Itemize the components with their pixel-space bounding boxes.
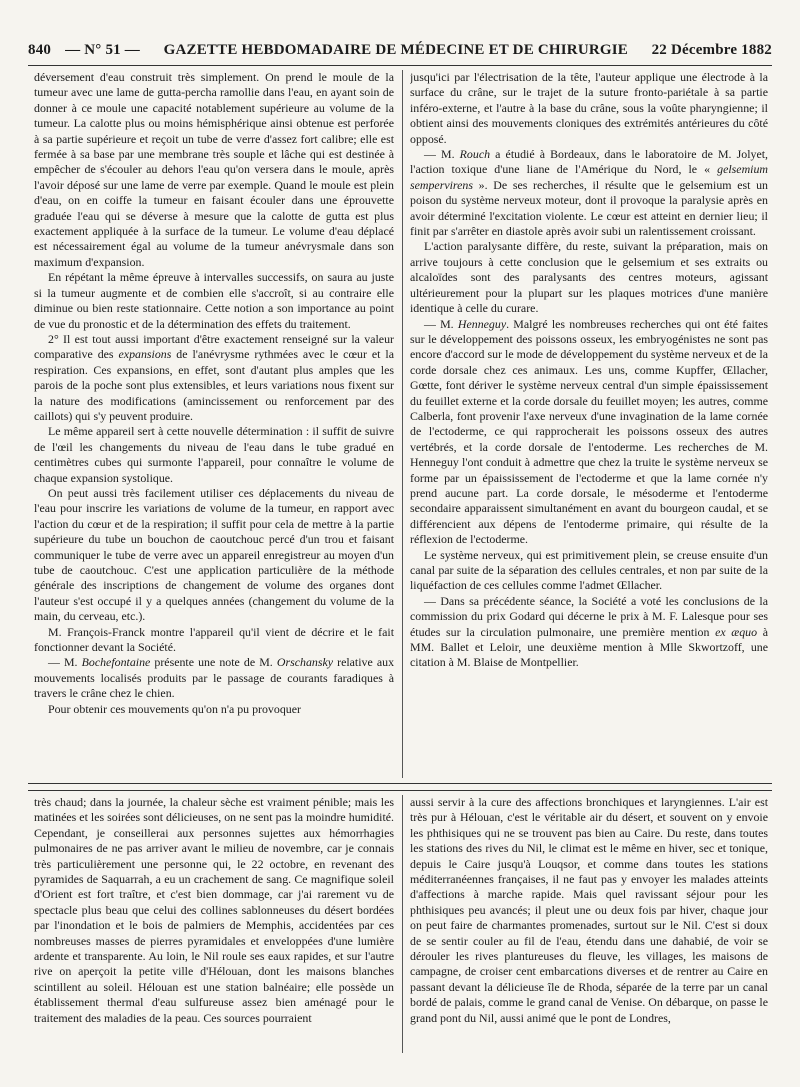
paragraph: 2° Il est tout aussi important d'être exactement renseigné sur la valeur comparative des expansions de l'anévrysme rythmées avec le cœur et la respiration. Ces expansions, en effet, sont d'autant plus amples que les parois de la poche sont plus extensibles, et leurs variations nous fixent sur la nature des modifications (amincissement ou renforcement par des caillots) qui s'y peuvent produire. xyxy=(34,331,394,423)
journal-title: GAZETTE HEBDOMADAIRE DE MÉDECINE ET DE CHIRURGIE xyxy=(163,42,628,58)
column-top-right xyxy=(410,70,768,780)
author-name: Bochefontaine xyxy=(81,655,151,670)
column-divider xyxy=(402,70,403,778)
paragraph: Le même appareil sert à cette nouvelle détermination : il suffit de suivre de l'œil les changements du niveau de l'eau dans le tube gradué en centimètres cubes qui surmonte l'appareil, pour connaître le volume de chaque expansion systolique. xyxy=(34,424,394,485)
paragraph: aussi servir à la cure des affections bronchiques et laryngiennes. L'air est très pur à Hélouan, c'est le véritable air du désert, et souvent on y envoie les phthisiques qui ne se trouvent pas bien au Caire. Du reste, dans toutes les stations des rives du Nil, le climat est le même en hiver, sec et tonique, depuis le Caire jusqu'à Louqsor, et comme dans toutes les stations méditerranéennes françaises, il ne faut pas y envoyer les malades atteints d'affections à marche rapide. Mais quel ravissant séjour pour les phthisiques peu avancés; il pleut une ou deux fois par hiver, chaque jour on peut faire de charmantes promenades, surtout sur le Nil. C'est si doux de se sentir couler au fil de l'eau, étendu dans une dahabié, de voir se dérouler les rives plantureuses du fleuve, les villages, les maisons de campagne, de croiser cent embarcations diverses et de rentrer au Caire en passant devant la délicieuse île de Rhoda, séparée de la terre par un canal bordé de palais, comme le grand canal de Venise. On débarque, on passe le grand pont du Nil, aussi animé que le pont de Londres, xyxy=(410,795,768,1025)
issue-number: — N° 51 — xyxy=(65,42,140,58)
author-name: Rouch xyxy=(459,147,491,162)
column-top-left xyxy=(34,70,394,780)
running-header xyxy=(28,42,772,62)
paragraph: On peut aussi très facilement utiliser ces déplacements du niveau de l'eau pour inscrire les variations de volume de la tumeur, en rapport avec l'action du cœur et de la respiration; il suffit pour cela de mettre à la partie supérieure du tube un bouchon de caoutchouc percé d'un trou et faisant communiquer le tube de verre avec un appareil enregistreur au moyen d'un tube de caoutchouc. C'est une application particulière de la méthode générale des inscriptions de changement de volume des organes dont l'auteur s'est occupé il y a quelques années (changement du volume de la main, du cerveau, etc.). xyxy=(34,485,394,624)
column-divider xyxy=(402,795,403,1053)
page-number: 840 xyxy=(28,42,52,58)
emphasis: gelsemium sempervirens xyxy=(410,162,768,192)
column-bottom-left xyxy=(34,795,394,1055)
paragraph: L'action paralysante diffère, du reste, suivant la préparation, mais on arrive toujours à cette conclusion que le gelsemium et ses extraits ou alcaloïdes sont des paralysants des centres moteurs, agissant ultérieurement pour la plupart sur les plaques motrices d'une manière identique à celle du curare. xyxy=(410,239,768,316)
paragraph: — M. Henneguy. Malgré les nombreuses recherches qui ont été faites sur le développement des poissons osseux, les embryogénistes ne sont pas encore d'accord sur le mode de développement du système nerveux et de la corde dorsale chez ces animaux. Les uns, comme Kupffer, Œllacher, Gœtte, font dériver le système nerveux central d'un simple épaississement du feuillet externe et la corde dorsale du feuillet moyen; les autres, comme Calberla, font provenir l'axe nerveux d'une invagination de la lame cornée de l'ectoderme, ce qui rapprocherait les poissons osseux des autres vertébrés, et la corde dorsale de l'entoderme. Les recherches de M. Henneguy l'ont conduit à admettre que chez la truite le système nerveux se forme par un épaississement de l'ectoderme et que la lame cornée n'y prend aucune part. La corde dorsale, le mésoderme et l'entoderme secondaire apparaissent simultanément en avant du bourgeon caudal, et se différencient aux dépens de l'entoderme primaire, qui résulte de la réflexion de l'ectoderme. xyxy=(410,316,768,547)
issue-date: 22 Décembre 1882 xyxy=(651,42,772,58)
paragraph: déversement d'eau construit très simplement. On prend le moule de la tumeur avec une lame de gutta-percha ramollie dans l'eau, en ayant soin de donner à ce moule une capacité notablement supérieure au volume de la tumeur. La calotte plus ou moins hémisphérique ainsi obtenue est perforée à sa partie supérieure et reçoit un tube de verre d'assez fort calibre; elle est fermée à sa base par une membrane très souple et lâche qui est destinée à empêcher de s'écouler au dehors l'eau qu'on versera dans le moule, après l'avoir déposé sur une lame de verre par exemple. Quand le moule est plein d'eau, on en coiffe la tumeur en faisant écouler dans une éprouvette graduée l'eau qui se déverse à mesure que la calotte de gutta est plus exactement appliquée à la surface de la tumeur. Le volume d'eau déplacé est nécessairement égal au volume de la tumeur anévrysmale dans son maximum d'expansion. xyxy=(34,70,394,269)
header-rule xyxy=(28,65,772,66)
paragraph: M. François-Franck montre l'appareil qu'il vient de décrire et le fait fonctionner devant la Société. xyxy=(34,624,394,655)
author-name: Henneguy xyxy=(457,316,507,331)
paragraph: très chaud; dans la journée, la chaleur sèche est vraiment pénible; mais les matinées et les soirées sont délicieuses, on ne sent pas la moindre humidité. Cependant, je conseillerai aux personnes sujettes aux hémorrhagies pulmonaires de ne pas arriver avant le milieu de novembre, car je connais très particulièrement une personne qui, le 22 octobre, en revenant des pyramides de Saquarrah, a eu un crachement de sang. Ce magnifique soleil d'Orient est fort traître, et c'est bien dommage, car j'ai rarement vu de spectacle plus beau que celui des collines sablonneuses du désert bordées par l'inondation et le bois de palmiers de Memphis, accidentées par ces nombreuses masses de pierres pyramidales et enveloppées d'une lumière ardente et transparente. Au loin, le Nil roule ses eaux rapides, et sur l'autre rive on aperçoit la petite ville d'Hélouan, dont les maisons blanches scintillent au soleil. Hélouan est une station balnéaire; elle possède un établissement thermal d'eau sulfureuse assez bien aménagé pour le traitement des maladies de la peau. Ces sources pourraient xyxy=(34,795,394,1025)
section-rule xyxy=(28,783,772,784)
author-name: Orschansky xyxy=(276,655,334,670)
emphasis: expansions xyxy=(118,347,172,362)
paragraph: Pour obtenir ces mouvements qu'on n'a pu provoquer xyxy=(48,701,301,716)
paragraph: — Dans sa précédente séance, la Société a voté les conclusions de la commission du prix Godard qui décerne le prix à M. F. Lalesque pour ses études sur la circulation pulmonaire, une première mention ex æquo à MM. Ballet et Leloir, une deuxième mention à Mlle Skwortzoff, une citation à M. Blaise de Montpellier. xyxy=(410,593,768,670)
section-rule xyxy=(28,790,772,791)
header-left xyxy=(28,42,140,59)
paragraph: jusqu'ici par l'électrisation de la tête, l'auteur applique une électrode à la surface du crâne, sur le trajet de la suture fronto-pariétale à sa partie inféro-externe, et l'autre à la base du crâne, sous la voûte pharyngienne; il obtient ainsi des mouvements cloniques des extrémités antérieures du côté opposé. xyxy=(410,70,768,146)
column-bottom-right xyxy=(410,795,768,1055)
paragraph: Le système nerveux, qui est primitivement plein, se creuse ensuite d'un canal par suite de la séparation des cellules centrales, et non par suite de la liquéfaction de ces cellules comme l'admet Œllacher. xyxy=(410,547,768,593)
paragraph: — M. Rouch a étudié à Bordeaux, dans le laboratoire de M. Jolyet, l'action toxique d'une liane de l'Amérique du Nord, le « gelsemium sempervirens ». De ses recherches, il résulte que le gelsemium est un poison du système nerveux moteur, dont il provoque la paralysie après en avoir déterminé l'excitation violente. Le cœur est atteint en dernier lieu; il finit par s'arrêter en diastole après avoir subi un ralentissement croissant. xyxy=(410,147,768,239)
paragraph: — M. Bochefontaine présente une note de M. Orschansky relative aux mouvements localisés produits par le passage de courants faradiques à travers le crâne chez le chien. xyxy=(34,655,394,701)
emphasis: ex æquo xyxy=(715,624,758,639)
paragraph: En répétant la même épreuve à intervalles successifs, on saura au juste si la tumeur augmente et de combien elle s'accroît, si au contraire elle diminue ou bien reste stationnaire. Cette notion a son importance au point de vue du pronostic et de la détermination des effets du traitement. xyxy=(34,270,394,331)
